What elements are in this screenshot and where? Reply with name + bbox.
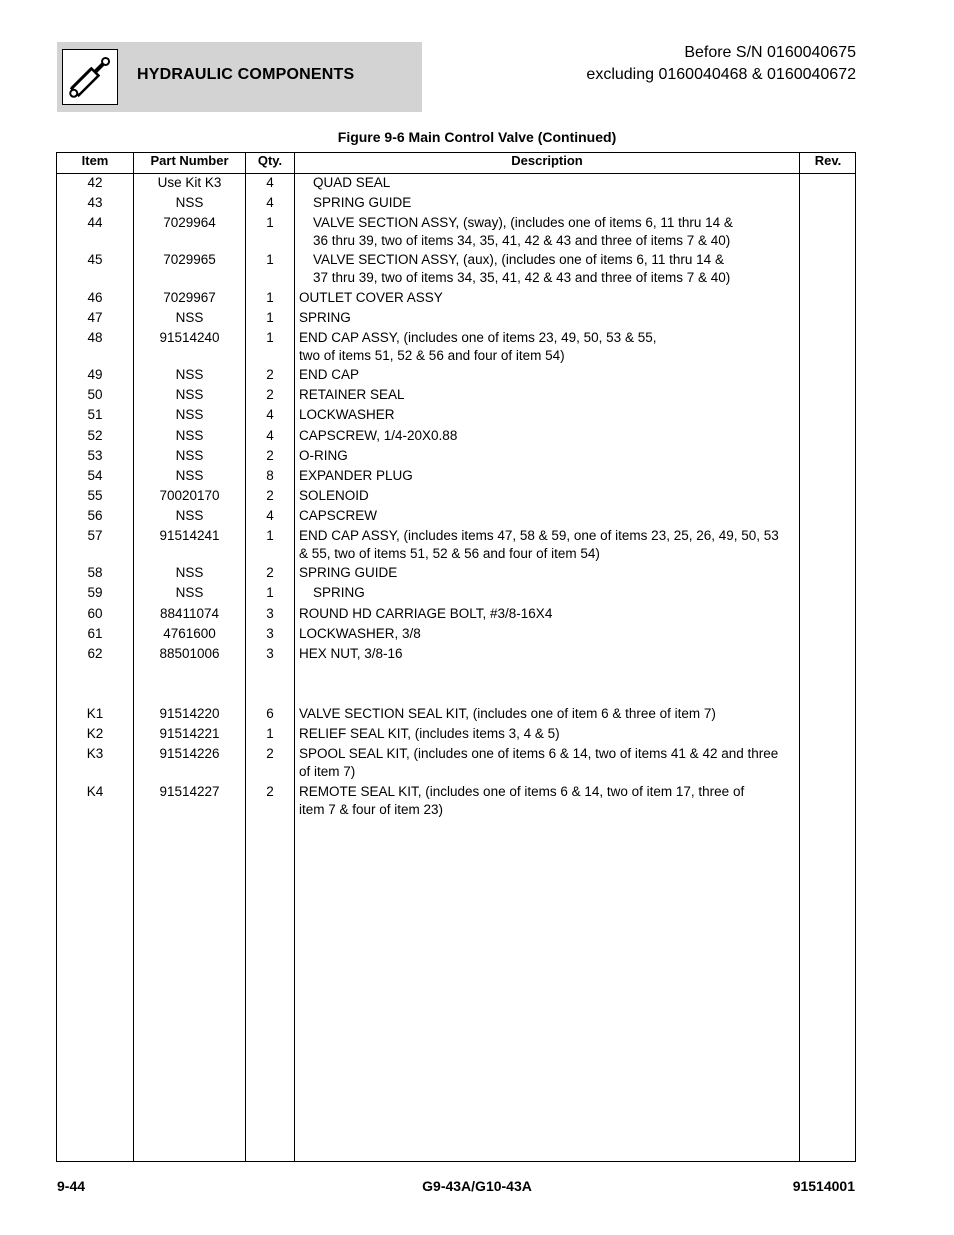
- description-line: END CAP ASSY, (includes one of items 23, 49, 50, 53 & 55,: [299, 330, 657, 345]
- description-cell: [299, 447, 799, 465]
- description-line: SPRING GUIDE: [299, 565, 398, 580]
- item-cell: 58: [87, 565, 103, 580]
- item-cell: 60: [87, 606, 103, 621]
- column-header-qty: Qty.: [257, 153, 283, 168]
- description-line: SPRING: [313, 585, 365, 600]
- part-number-cell: NSS: [175, 428, 204, 443]
- part-number-cell: Use Kit K3: [157, 175, 222, 190]
- description-cell: [299, 605, 799, 623]
- qty-cell: 3: [266, 626, 274, 641]
- description-cell: [299, 725, 799, 743]
- description-line: END CAP: [299, 367, 360, 382]
- item-cell: 44: [87, 215, 103, 230]
- qty-cell: 3: [266, 606, 274, 621]
- qty-cell: 4: [266, 508, 274, 523]
- description-cell: [299, 584, 799, 602]
- description-line: RETAINER SEAL: [299, 387, 405, 402]
- description-line: SPRING: [299, 310, 351, 325]
- qty-cell: 4: [266, 428, 274, 443]
- qty-cell: 2: [266, 488, 274, 503]
- description-line: two of items 51, 52 & 56 and four of item 54): [299, 347, 565, 363]
- item-cell: 62: [87, 646, 103, 661]
- qty-cell: 4: [266, 195, 274, 210]
- model-number: G9-43A/G10-43A: [422, 1178, 532, 1194]
- description-line: 37 thru 39, two of items 34, 35, 41, 42 & 43 and three of items 7 & 40): [313, 269, 731, 285]
- description-line: VALVE SECTION SEAL KIT, (includes one of item 6 & three of item 7): [299, 706, 716, 721]
- qty-cell: 2: [266, 448, 274, 463]
- item-cell: 54: [87, 468, 103, 483]
- item-cell: 50: [87, 387, 103, 402]
- part-number-cell: NSS: [175, 565, 204, 580]
- qty-cell: 2: [266, 784, 274, 799]
- item-cell: K4: [86, 784, 104, 799]
- description-line: EXPANDER PLUG: [299, 468, 413, 483]
- description-line: LOCKWASHER, 3/8: [299, 626, 421, 641]
- part-number-cell: 91514240: [159, 330, 220, 345]
- description-cell: [299, 366, 799, 384]
- description-cell: [299, 625, 799, 643]
- item-cell: 51: [87, 407, 103, 422]
- serial-line-2: excluding 0160040468 & 0160040672: [586, 66, 856, 83]
- part-number-cell: 4761600: [163, 626, 216, 641]
- description-line: QUAD SEAL: [313, 175, 391, 190]
- item-cell: 48: [87, 330, 103, 345]
- description-line: HEX NUT, 3/8-16: [299, 646, 403, 661]
- description-line: VALVE SECTION ASSY, (aux), (includes one of items 6, 11 thru 14 &: [313, 252, 724, 267]
- item-cell: 42: [87, 175, 103, 190]
- description-line: END CAP ASSY, (includes items 47, 58 & 59, one of items 23, 25, 26, 49, 50, 53: [299, 528, 779, 543]
- part-number-cell: NSS: [175, 310, 204, 325]
- item-cell: 61: [87, 626, 103, 641]
- description-cell: [299, 487, 799, 505]
- qty-cell: 1: [266, 290, 274, 305]
- description-cell: [299, 309, 799, 327]
- item-cell: 49: [87, 367, 103, 382]
- description-line: 36 thru 39, two of items 34, 35, 41, 42 & 43 and three of items 7 & 40): [313, 232, 731, 248]
- part-number-cell: 88411074: [159, 606, 220, 621]
- part-number-cell: 7029967: [163, 290, 216, 305]
- qty-cell: 2: [266, 387, 274, 402]
- description-line: SOLENOID: [299, 488, 369, 503]
- serial-number-note: [586, 42, 856, 86]
- part-number-cell: 91514241: [159, 528, 220, 543]
- description-cell: [299, 507, 799, 525]
- item-cell: 57: [87, 528, 103, 543]
- qty-cell: 1: [266, 310, 274, 325]
- description-cell: [299, 289, 799, 307]
- item-cell: 47: [87, 310, 103, 325]
- item-cell: 45: [87, 252, 103, 267]
- part-number-cell: 7029965: [163, 252, 216, 267]
- item-cell: 46: [87, 290, 103, 305]
- column-header-part-number: Part Number: [150, 153, 229, 168]
- hydraulic-cylinder-icon: [62, 49, 118, 105]
- part-number-cell: 91514226: [159, 746, 220, 761]
- description-line: & 55, two of items 51, 52 & 56 and four of item 54): [299, 545, 600, 561]
- qty-cell: 2: [266, 367, 274, 382]
- qty-cell: 1: [266, 726, 274, 741]
- figure-title: Figure 9-6 Main Control Valve (Continued): [337, 129, 617, 145]
- description-line: SPRING GUIDE: [313, 195, 412, 210]
- part-number-cell: 88501006: [159, 646, 220, 661]
- item-cell: K1: [86, 706, 104, 721]
- parts-table: [56, 152, 856, 1162]
- description-line: ROUND HD CARRIAGE BOLT, #3/8-16X4: [299, 606, 553, 621]
- part-number-cell: NSS: [175, 508, 204, 523]
- qty-cell: 1: [266, 215, 274, 230]
- column-divider: [799, 153, 800, 1161]
- column-header-item: Item: [81, 153, 109, 168]
- description-cell: [299, 467, 799, 485]
- qty-cell: 3: [266, 646, 274, 661]
- qty-cell: 2: [266, 746, 274, 761]
- part-number-cell: NSS: [175, 585, 204, 600]
- part-number-cell: NSS: [175, 367, 204, 382]
- qty-cell: 1: [266, 330, 274, 345]
- item-cell: K3: [86, 746, 104, 761]
- qty-cell: 8: [266, 468, 274, 483]
- item-cell: 53: [87, 448, 103, 463]
- description-cell: [299, 194, 799, 212]
- part-number-cell: 70020170: [159, 488, 220, 503]
- qty-cell: 6: [266, 706, 274, 721]
- description-cell: [299, 783, 799, 818]
- item-cell: 55: [87, 488, 103, 503]
- description-cell: [299, 329, 799, 364]
- description-line: CAPSCREW, 1/4-20X0.88: [299, 428, 458, 443]
- description-cell: [299, 427, 799, 445]
- section-title: HYDRAULIC COMPONENTS: [137, 66, 355, 83]
- qty-cell: 4: [266, 407, 274, 422]
- description-cell: [299, 174, 799, 192]
- description-line: SPOOL SEAL KIT, (includes one of items 6 & 14, two of items 41 & 42 and three: [299, 746, 779, 761]
- qty-cell: 1: [266, 585, 274, 600]
- column-header-description: Description: [511, 153, 583, 168]
- description-line: of item 7): [299, 763, 356, 779]
- document-number: 91514001: [792, 1178, 855, 1194]
- item-cell: 52: [87, 428, 103, 443]
- item-cell: 43: [87, 195, 103, 210]
- description-line: item 7 & four of item 23): [299, 801, 444, 817]
- description-line: CAPSCREW: [299, 508, 378, 523]
- serial-line-1: Before S/N 0160040675: [684, 44, 856, 61]
- qty-cell: 4: [266, 175, 274, 190]
- description-line: RELIEF SEAL KIT, (includes items 3, 4 & 5): [299, 726, 560, 741]
- description-line: O-RING: [299, 448, 348, 463]
- description-cell: [299, 406, 799, 424]
- part-number-cell: NSS: [175, 195, 204, 210]
- description-line: OUTLET COVER ASSY: [299, 290, 443, 305]
- page-number: 9-44: [57, 1178, 86, 1194]
- description-cell: [299, 745, 799, 780]
- item-cell: 56: [87, 508, 103, 523]
- description-cell: [299, 705, 799, 723]
- column-header-rev: Rev.: [814, 153, 842, 168]
- qty-cell: 2: [266, 565, 274, 580]
- description-cell: [299, 527, 799, 562]
- description-cell: [299, 214, 799, 249]
- qty-cell: 1: [266, 528, 274, 543]
- part-number-cell: NSS: [175, 387, 204, 402]
- part-number-cell: 91514227: [159, 784, 220, 799]
- qty-cell: 1: [266, 252, 274, 267]
- description-cell: [299, 645, 799, 663]
- part-number-cell: 91514220: [159, 706, 220, 721]
- part-number-cell: NSS: [175, 407, 204, 422]
- item-cell: K2: [86, 726, 104, 741]
- part-number-cell: 91514221: [159, 726, 220, 741]
- item-cell: 59: [87, 585, 103, 600]
- part-number-cell: NSS: [175, 448, 204, 463]
- description-line: VALVE SECTION ASSY, (sway), (includes one of items 6, 11 thru 14 &: [313, 215, 733, 230]
- description-cell: [299, 564, 799, 582]
- part-number-cell: NSS: [175, 468, 204, 483]
- column-divider: [294, 153, 295, 1161]
- description-line: LOCKWASHER: [299, 407, 395, 422]
- description-cell: [299, 386, 799, 404]
- description-line: REMOTE SEAL KIT, (includes one of items 6 & 14, two of item 17, three of: [299, 784, 745, 799]
- part-number-cell: 7029964: [163, 215, 216, 230]
- description-cell: [299, 251, 799, 286]
